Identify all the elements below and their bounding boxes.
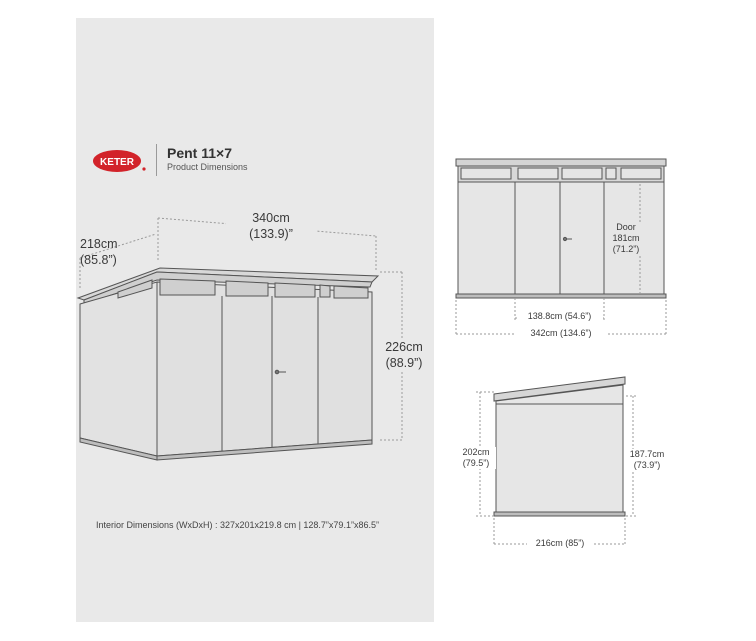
total-width-label: 342cm (134.6”) — [516, 328, 606, 339]
left-height-label — [456, 447, 496, 469]
interior-dimensions-text: Interior Dimensions (WxDxH) : 327x201x219.8 cm | 128.7”x79.1”x86.5” — [96, 520, 379, 530]
right-height-label — [624, 449, 670, 471]
side-view-drawing — [494, 377, 625, 516]
depth-cm: 218cm — [80, 237, 118, 251]
depth-dimension-label — [80, 236, 138, 268]
door-cm: 181cm — [612, 233, 640, 243]
door-in: (71.2”) — [612, 244, 640, 254]
height-cm: 226cm — [385, 340, 423, 354]
svg-text:KETER: KETER — [100, 157, 134, 168]
door-height-label — [608, 222, 644, 255]
perspective-shed-drawing — [78, 268, 378, 460]
depth-in: (85.8”) — [80, 253, 117, 267]
right-height-cm: 187.7cm — [629, 449, 665, 459]
product-dimensions-subtitle: Product Dimensions — [167, 162, 248, 172]
right-height-in: (73.9”) — [633, 460, 661, 470]
height-in: (88.9”) — [385, 356, 423, 370]
product-model-title: Pent 11×7 — [167, 145, 232, 161]
width-dimension-label — [226, 210, 316, 242]
width-cm: 340cm — [252, 211, 290, 225]
door-width-label: 138.8cm (54.6”) — [517, 311, 602, 322]
left-height-in: (79.5”) — [462, 458, 490, 468]
left-height-cm: 202cm — [462, 447, 490, 457]
side-depth-label: 216cm (85”) — [527, 538, 593, 549]
height-dimension-label — [378, 339, 430, 371]
width-in: (133.9)” — [249, 227, 293, 241]
door-label: Door — [616, 222, 636, 232]
